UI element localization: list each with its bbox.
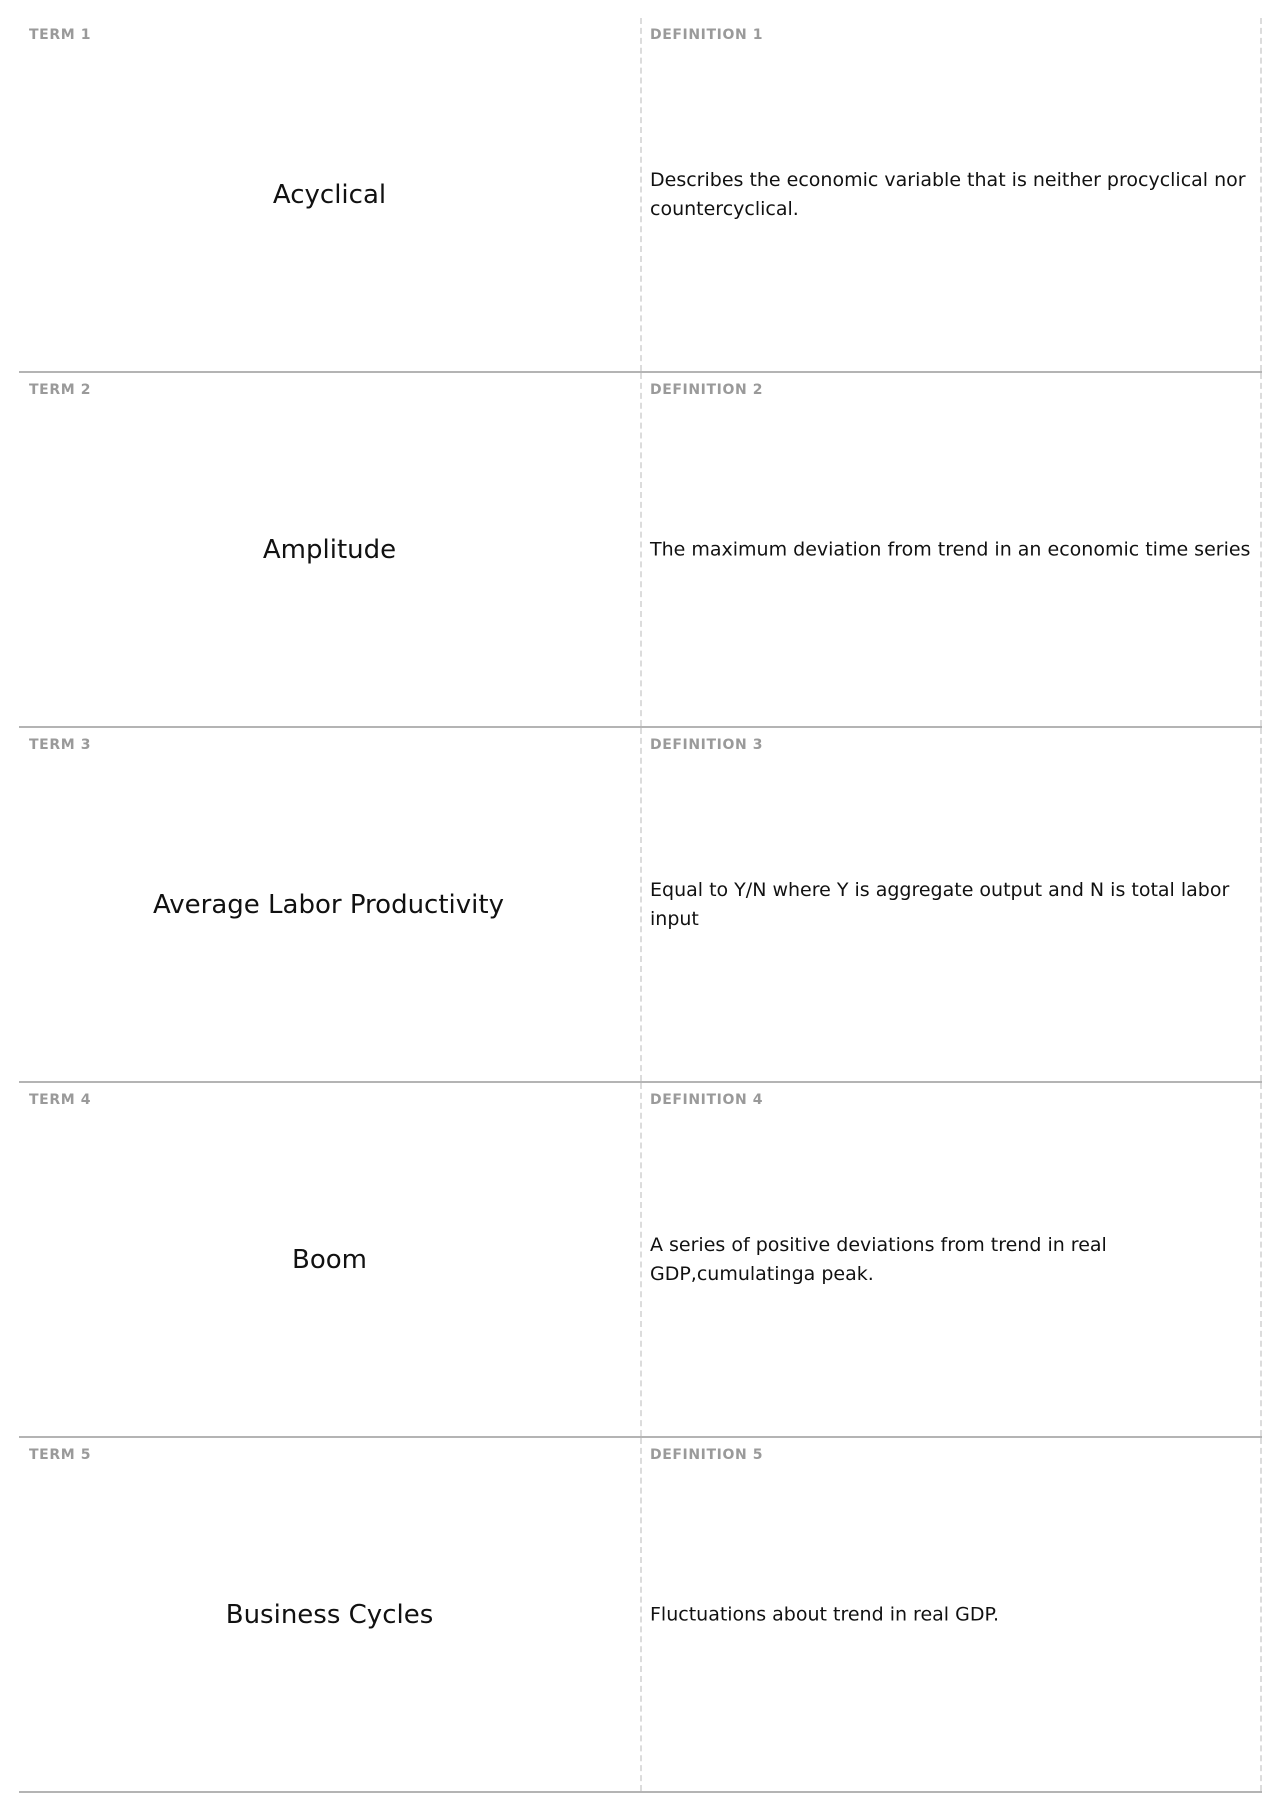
definition-label: DEFINITION 4 (650, 1092, 764, 1108)
cut-line-edge (1260, 1083, 1262, 1436)
term-label: TERM 5 (29, 1447, 92, 1463)
definition-text: Describes the economic variable that is neither procyclical nor countercyclical. (650, 168, 1246, 220)
term-cell (19, 18, 640, 371)
definition-text: Equal to Y/N where Y is aggregate output and N is total labor input (650, 878, 1230, 930)
cut-line-edge (1260, 373, 1262, 726)
definition-cell (642, 1438, 1260, 1791)
definition-text: Fluctuations about trend in real GDP. (650, 1603, 999, 1625)
term-text: Business Cycles (225, 1599, 434, 1630)
term-cell (19, 373, 640, 726)
term-label: TERM 3 (29, 737, 92, 753)
flashcard-row-4 (19, 1083, 1262, 1438)
term-text: Average Labor Productivity (153, 889, 504, 920)
flashcard-row-3 (19, 728, 1262, 1083)
term-text: Amplitude (262, 534, 397, 565)
definition-cell (642, 18, 1260, 371)
definition-label: DEFINITION 2 (650, 382, 764, 398)
cut-line-edge (1260, 18, 1262, 371)
flashcard-sheet (19, 18, 1262, 1793)
term-text: Boom (292, 1244, 367, 1275)
term-label: TERM 1 (29, 27, 92, 43)
term-label: TERM 2 (29, 382, 92, 398)
term-cell (19, 1438, 640, 1791)
term-cell (19, 728, 640, 1081)
definition-text: A series of positive deviations from trend in real GDP,cumulatinga peak. (650, 1233, 1107, 1285)
term-text: Acyclical (272, 179, 387, 210)
definition-cell (642, 728, 1260, 1081)
definition-text: The maximum deviation from trend in an economic time series (650, 538, 1251, 560)
cut-line-edge (1260, 1438, 1262, 1791)
definition-label: DEFINITION 3 (650, 737, 764, 753)
flashcard-row-5 (19, 1438, 1262, 1793)
flashcard-row-1 (19, 18, 1262, 373)
definition-label: DEFINITION 1 (650, 27, 764, 43)
flashcard-row-2 (19, 373, 1262, 728)
cut-line-edge (1260, 728, 1262, 1081)
definition-cell (642, 1083, 1260, 1436)
definition-cell (642, 373, 1260, 726)
term-cell (19, 1083, 640, 1436)
definition-label: DEFINITION 5 (650, 1447, 764, 1463)
term-label: TERM 4 (29, 1092, 92, 1108)
